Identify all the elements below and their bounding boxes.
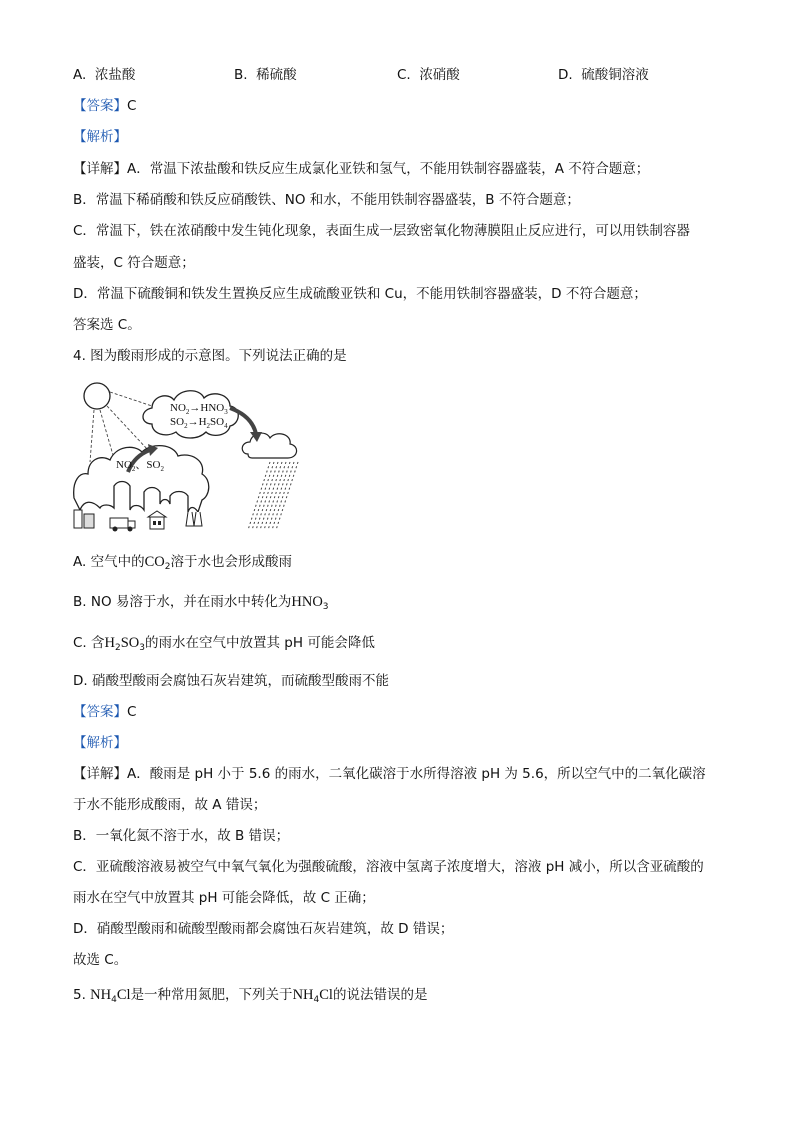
option-text: C. 含 <box>73 635 105 651</box>
option-text: 稀硫酸 <box>256 67 297 83</box>
q4-option-d: D. 硝酸型酸雨会腐蚀石灰岩建筑，而硫酸型酸雨不能 <box>73 673 389 689</box>
equation-sulfur: $SO_2\to H_2SO_4$ <box>170 416 228 430</box>
question-number: 5. <box>73 987 91 1003</box>
option-text: 溶于水也会形成酸雨 <box>170 554 292 570</box>
q3-option-d <box>558 65 649 85</box>
house-icon <box>150 517 164 529</box>
option-letter: D. <box>558 67 573 83</box>
stem-text: 是一种常用氮肥，下列关于 <box>130 987 293 1003</box>
formula: HNO <box>291 594 323 610</box>
formula: Cl <box>319 987 333 1003</box>
factory-building <box>84 514 94 528</box>
acid-rain <box>248 462 298 530</box>
formula: H <box>104 635 115 651</box>
q3-detail-line: 答案选 C。 <box>73 317 141 333</box>
q3-analysis-label: 【解析】 <box>73 129 127 145</box>
q3-answer <box>73 96 136 116</box>
formula-subscript: 4 <box>111 995 117 1005</box>
answer-label: 【答案】 <box>73 704 127 720</box>
formula: Cl <box>116 987 131 1003</box>
acid-rain-diagram <box>70 380 305 535</box>
option-letter: B. <box>234 67 248 83</box>
q3-detail-line: D．常温下硫酸铜和铁发生置换反应生成硫酸亚铁和 Cu，不能用铁制容器盛装，D 不符合题意； <box>73 286 647 302</box>
formula-subscript: 2 <box>164 562 171 572</box>
q3-option-a <box>73 65 135 85</box>
q4-option-b <box>73 592 329 612</box>
q4-detail-line: D．硝酸型酸雨和硫酸型酸雨都会腐蚀石灰岩建筑，故 D 错误； <box>73 921 454 937</box>
formula-subscript: 3 <box>322 602 329 612</box>
q4-detail-line: 于水不能形成酸雨，故 A 错误； <box>73 797 267 813</box>
formula: NH <box>292 987 314 1003</box>
q4-detail-line: 【详解】A．酸雨是 pH 小于 5.6 的雨水，二氧化碳溶于水所得溶液 pH 为 5.6，所以空气中的二氧化碳溶 <box>73 766 706 782</box>
formula: SO <box>120 635 140 651</box>
formula-subscript: 4 <box>313 995 320 1005</box>
q5-stem <box>73 985 427 1005</box>
formula-subscript: 2 <box>115 643 121 653</box>
equation-nitrogen: $NO_2\to HNO_3$ <box>170 402 228 416</box>
truck-icon <box>110 518 128 528</box>
option-text: A. 空气中的 <box>73 554 145 570</box>
q4-detail-line: C．亚硫酸溶液易被空气中氧气氧化为强酸硫酸，溶液中氢离子浓度增大，溶液 pH 减小，所以含亚硫酸的 <box>73 859 704 875</box>
formula-subscript: 3 <box>139 643 146 653</box>
q4-detail-line: 雨水在空气中放置其 pH 可能会降低，故 C 正确； <box>73 890 375 906</box>
q4-stem: 4. 图为酸雨形成的示意图。下列说法正确的是 <box>73 348 347 364</box>
option-text: 浓硝酸 <box>419 67 460 83</box>
formula: NH <box>90 987 112 1003</box>
q3-option-c <box>397 65 460 85</box>
sun-icon <box>84 383 110 409</box>
option-letter: C. <box>397 67 411 83</box>
q4-option-c <box>73 633 375 653</box>
answer-value: C <box>127 98 137 114</box>
gas-label: $NO_2$、$SO_2$ <box>116 459 164 473</box>
q3-detail-line: 盛装，C 符合题意； <box>73 255 195 271</box>
option-text: 的雨水在空气中放置其 pH 可能会降低 <box>145 635 375 651</box>
answer-value: C <box>127 704 137 720</box>
q4-detail-line: B．一氧化氮不溶于水，故 B 错误； <box>73 828 290 844</box>
stem-text: 的说法错误的是 <box>332 987 428 1003</box>
q3-detail-line: 【详解】A．常温下浓盐酸和铁反应生成氯化亚铁和氢气，不能用铁制容器盛装，A 不符合题意； <box>73 161 650 177</box>
q4-analysis-label: 【解析】 <box>73 735 127 751</box>
power-plant-icon <box>186 512 194 526</box>
q4-detail-line: 故选 C。 <box>73 952 128 968</box>
option-text: 浓盐酸 <box>94 67 136 83</box>
q3-detail-line: C．常温下，铁在浓硝酸中发生钝化现象，表面生成一层致密氧化物薄膜阻止反应进行，可以用铁制容器 <box>73 223 690 239</box>
answer-label: 【答案】 <box>73 98 127 114</box>
q3-detail-line: B．常温下稀硝酸和铁反应硝酸铁、NO 和水，不能用铁制容器盛装，B 不符合题意； <box>73 192 580 208</box>
q4-answer <box>73 702 136 722</box>
q4-option-a <box>73 552 292 572</box>
option-text: B. NO 易溶于水，并在雨水中转化为 <box>73 594 292 610</box>
option-letter: A. <box>73 67 87 83</box>
factory-chimney <box>74 510 82 528</box>
option-text: 硫酸铜溶液 <box>581 67 649 83</box>
rain-cloud <box>242 433 296 458</box>
q3-option-b <box>234 65 297 85</box>
formula: CO <box>144 554 165 570</box>
